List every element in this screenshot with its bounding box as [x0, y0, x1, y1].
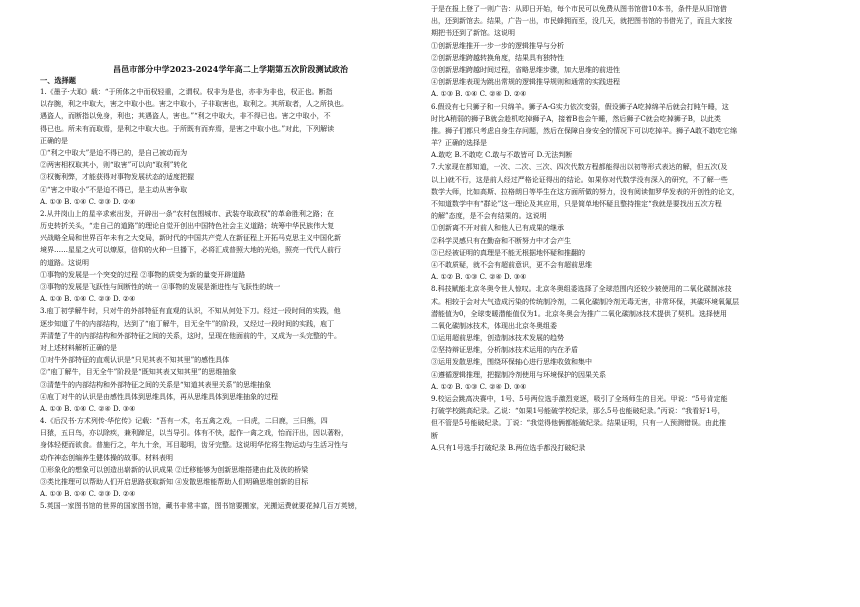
left-text-line: ③事物的发展是飞跃性与间断性的统一 ④事物的发展是渐进性与飞跃性的统一 [40, 283, 281, 291]
right-text-line: A. ①③ B. ①④ C. ②④ D. ②④ [431, 90, 527, 99]
left-text-block [40, 86, 423, 513]
right-text-line: 9.校运会跳高决赛中，1号、5号两位选手激烈竞逐，吸引了全场师生的目光。甲说：“5号肯定能 [431, 395, 728, 403]
left-text-line: A. ①③ B. ①④ C. ②③ D. ②④ [40, 490, 136, 499]
right-text-line: 数学大师，比如高斯、拉格朗日等毕生在这方面所做的努力，没有阅读伽罗华发表的开创性的论文， [431, 187, 739, 196]
right-text-line: 6.假设有七只狮子和一只绵羊。狮子A-G实力依次变弱，假设狮子A吃掉绵羊后就会打盹午睡，这 [431, 102, 729, 111]
left-text-line: ③权衡利弊，才能获得对事物发展状态的适度把握 [40, 173, 194, 182]
right-text-line: 羊？正确的选择是 [431, 139, 487, 148]
left-text-line: ①形象化的想象可以创造出崭新的认识成果 ②迁移能够为创新思维搭建由此及彼的桥梁 [40, 465, 309, 474]
left-text-line: 以存腕，利之中取大，害之中取小也。害之中取小，子非取害也，取利之。其所取者，人之所执也。 [40, 100, 348, 109]
left-text-line: 对上述材料解析正确的是 [40, 343, 117, 352]
right-text-line: 期把书还到了新馆。这说明 [431, 29, 515, 38]
left-text-line: ④“害之中取小”不是迫不得已，是主动从害争取 [40, 185, 188, 194]
left-text-line: 正确的是 [40, 136, 68, 145]
right-text-line: 于是在报上登了一则广告：从即日开始，每个市民可以免费从图书馆借10本书，条件是从旧馆借 [431, 5, 727, 13]
right-column [431, 0, 820, 607]
left-text-line: 1.《墨子·大取》载：“于所体之中而权轻重，之谓权。权非为是也，亦非为非也，权正也。断指 [40, 88, 333, 96]
right-text-line: ③创新思维跨越时间过程，省略思维步骤，加大思维的前进性 [431, 65, 620, 74]
right-text-line: 7.大家现在都知道，一次、二次、三次、四次代数方程都能得出以初等形式表达的解，但五次(及 [431, 163, 728, 172]
left-text-line: 2.从井岗山上的星辛求索出发，开辟出一条“农村包围城市、武装夺取政权”的革命胜利之路；在 [40, 209, 334, 218]
right-text-line: ①创新思维推开一步一步的逻辑推导与分析 [431, 41, 564, 50]
left-text-line: ②“庖丁解牛，目无全牛”阶段是“既知其表又知其里”的思维抽象 [40, 368, 237, 377]
right-text-line: 出，还到新馆去。结果，广告一出，市民蜂拥而至，没几天，就把图书馆的书借光了，而且大家按 [431, 17, 732, 26]
right-text-line: ③运用发散思维，围绕环保轴心进行思维收敛和集中 [431, 358, 592, 367]
left-text-line: 5.英国一家图书馆的世界的国家图书馆，藏书非常丰富，图书馆要搬家，光搬运费就要花掉几百万英镑， [40, 502, 362, 511]
left-text-line: A. ①③ B. ①④ C. ②④ D. ③④ [40, 404, 136, 413]
right-text-line: 术。相较于会对大气造成污染的传统制冷剂，二氧化碳制冷剂无毒无害，非常环保，其碳环境氧氟层 [431, 297, 739, 306]
left-text-line: 身体轻便而欲食。普施行之，年九十余，耳目聪明，齿牙完整。这说明华佗将生物运动与生活习性与 [40, 441, 348, 450]
right-text-line: A.只有1号选手打破纪录 B.两位选手都没打破纪录 [431, 443, 586, 452]
left-text-line: 遇盗人，而断指以免身，利也；其遇盗人，害也。”“利之中取大，非不得已也。害之中取小，不 [40, 112, 331, 121]
section-heading: 一、选择题 [40, 76, 76, 85]
right-text-line: 打破学校跳高纪录。乙说：“如果1号能破学校纪录，那么5号也能破纪录。”丙说：“我看好1号， [431, 407, 725, 416]
right-text-line: 不知道数学中有“群论”这一理论及其应用，只是简单地怀疑且整持推定“我就是要找出五次方程 [431, 200, 722, 208]
left-text-line: 4.《后汉书·方术列传·华佗传》记载：“吾有一术，名五禽之戏，一曰虎，二曰鹿，三曰熊，四 [40, 417, 328, 426]
right-text-line: ②创新思维跨越转换角度，结果具有独特性 [431, 53, 564, 62]
right-text-line: ④不敢质疑，就不会有超前意识，更不会有超前思维 [431, 260, 592, 269]
right-text-block [431, 3, 820, 454]
right-text-line: A. ①② B. ①③ C. ②④ D. ③④ [431, 382, 527, 391]
left-text-line: ③类比推理可以帮助人们开启思路获取新知 ④发散思维能帮助人们明确思维创新的目标 [40, 478, 309, 486]
left-text-line: 曰猿，五曰鸟，亦以除疾，兼利蹄足，以当导引。体有不快，起作一禽之戏，怡而汗出，因以著粉， [40, 429, 348, 438]
right-text-line: 二氧化碳制冰技术，体现出北京冬奥组委 [431, 321, 557, 330]
right-text-line: ④遵循逻辑推理，把握制冷剂使用与环境保护的因果关系 [431, 370, 606, 379]
left-text-line: 兴战略全局和世界百年未有之大变局，新时代的中国共产党人在新征程上开拓马克思主义中国化新 [40, 234, 341, 243]
right-text-line: ①运用超前思维，创造制冰技术发展的趋势 [431, 334, 564, 343]
right-text-line: ①创新离不开对前人和他人已有成果的继承 [431, 224, 564, 233]
left-text-line: ③清楚牛的内部结构和外部特征之间的关系是“知道其表里关系”的思维抽象 [40, 380, 272, 389]
left-text-line: ①“利之中取大”是迫不得已的，是自己被动而为 [40, 148, 188, 157]
left-text-line: A. ①③ B. ①④ C. ②③ D. ②④ [40, 197, 136, 206]
left-column [40, 0, 423, 607]
left-text-line: ②两害相权取其小，则“取害”可以向“取利”转化 [40, 161, 188, 170]
right-text-line: 断 [431, 431, 438, 440]
right-text-line: 推。狮子们都只考虑自身生存问题，然后在保障自身安全的情况下可以吃掉羊。狮子A敢不敢吃它绵 [431, 126, 738, 135]
left-text-line: ①事物的发展是一个突变的过程 ②事物的质变为新的量变开辟道路 [40, 270, 246, 279]
left-text-line: 历史转折关头，“走自己的道路”的理论自觉开创出中国特色社会主义道路；统筹中华民族伟大复 [40, 222, 335, 231]
right-text-line: A. ①② B. ①③ C. ②④ D. ③④ [431, 273, 527, 282]
exam-title: 昌邑市部分中学2023-2024学年高二上学期第五次阶段测试政治 [113, 64, 349, 74]
left-text-line: A. ①③ B. ①④ C. ②③ D. ②④ [40, 295, 136, 304]
right-text-line: A.敢吃 B.不敢吃 C.敢与不敢皆可 D.无法判断 [431, 151, 573, 160]
left-text-line: 境界……星星之火可以燎原，信仰的火种一旦播下，必将汇成普照大地的光焰，照亮一代代人前行 [40, 246, 341, 255]
left-text-line: 的道路。这说明 [40, 258, 89, 267]
right-text-line: 潜能值为0，全球变暖潜能值仅为1。北京冬奥会为推广二氧化碳制冰技术提供了契机。选择使用 [431, 309, 727, 318]
right-text-line: 的解”态度，是不会有结果的。这说明 [431, 212, 547, 221]
right-text-line: ②科学灵感只有在勤奋和不断努力中才会产生 [431, 236, 571, 245]
left-text-line: 动作神态创编养生健体操的故事。材料表明 [40, 453, 173, 462]
right-text-line: 时比A稍弱的狮子B就会趁机吃掉狮子A，接着B也会午睡，然后狮子C就会吃掉狮子B，以此类 [431, 114, 721, 123]
left-text-line: 3.庖丁初学解牛时，只对牛的外部特征有直观的认识，不知从何处下刀。经过一段时间的实践，他 [40, 307, 341, 316]
left-text-line: ④庖丁对牛的认识是由感性具体到思维具体，再从思维具体到思维抽象的过程 [40, 392, 278, 401]
right-text-line: ③已经被证明的真理是不能无根据地怀疑和推翻的 [431, 248, 585, 257]
right-text-line: 8.科技赋能北京冬奥令世人惊叹。北京冬奥组委选择了全球范围内还较少被使用的二氧化碳制冰技 [431, 285, 732, 294]
right-text-line: 但不管是5号能破纪录。丁说：“我觉得他俩都能破纪录。结果证明，只有一人预测错误。由此推 [431, 419, 727, 428]
left-text-line: ①对牛外部特征的直观认识是“只见其表不知其里”的感性具体 [40, 356, 230, 365]
right-text-line: ④创新思维表现为跳出常规的逻辑推导规则和通常的实践进程 [431, 78, 620, 87]
right-text-line: 以上)就不行，这是前人经过严格论证得出的结论。如果你对代数学没有深入的研究，不了解一些 [431, 175, 728, 184]
left-text-line: 逐步知道了牛的内部结构，达到了“庖丁解牛，目无全牛”的阶段，又经过一段时间的实践，庖丁 [40, 319, 335, 328]
left-text-line: 得已也。所未有而取焉，是利之中取大也。于所既有而弃焉，是害之中取小也。”对此，下列解读 [40, 124, 335, 133]
right-text-line: ②坚持辩证思维，分析制冰技术运用的内在矛盾 [431, 346, 578, 355]
left-text-line: 弄清楚了牛的内部结构和外部特征之间的关系，这时，呈现在他面前的牛，又成为一头完整的牛。 [40, 331, 341, 340]
